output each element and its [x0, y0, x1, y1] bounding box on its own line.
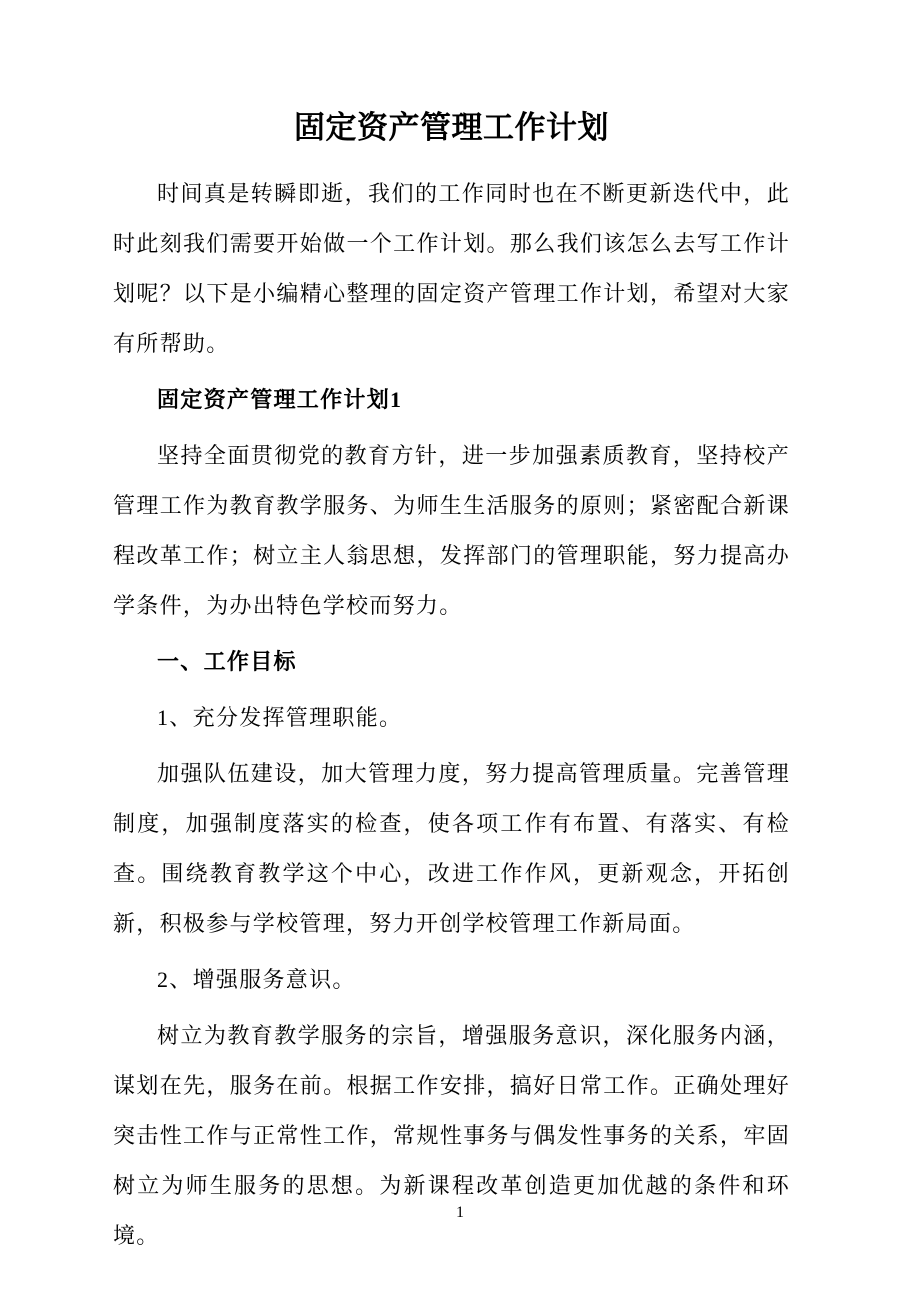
document-body: [113, 100, 790, 1267]
section-subtitle-plan-1: 固定资产管理工作计划1: [157, 387, 403, 412]
paragraph-guiding-principles: 坚持全面贯彻党的教育方针，进一步加强素质教育，坚持校产管理工作为教育教学服务、为师生生活服务的原则；紧密配合新课程改革工作；树立主人翁思想，发挥部门的管理职能，努力提高办学条件，为办出特色学校而努力。: [113, 443, 790, 618]
section-heading-work-goals: 一、工作目标: [157, 649, 297, 674]
document-title: 固定资产管理工作计划: [294, 110, 609, 145]
paragraph-item-1-title: 1、充分发挥管理职能。: [157, 705, 403, 730]
intro-paragraph: 时间真是转瞬即逝，我们的工作同时也在不断更新迭代中，此时此刻我们需要开始做一个工作计划。那么我们该怎么去写工作计划呢？以下是小编精心整理的固定资产管理工作计划，希望对大家有所帮助。: [113, 181, 790, 356]
paragraph-item-1-body: 加强队伍建设，加大管理力度，努力提高管理质量。完善管理制度，加强制度落实的检查，使各项工作有布置、有落实、有检查。围绕教育教学这个中心，改进工作作风，更新观念，开拓创新，积极参与学校管理，努力开创学校管理工作新局面。: [113, 761, 790, 936]
paragraph-item-2-title: 2、增强服务意识。: [157, 967, 356, 992]
paragraph-item-2-body: 树立为教育教学服务的宗旨，增强服务意识，深化服务内涵，谋划在先，服务在前。根据工作安排，搞好日常工作。正确处理好突击性工作与正常性工作，常规性事务与偶发性事务的关系，牢固树立为师生服务的思想。为新课程改革创造更加优越的条件和环境。: [113, 1023, 790, 1248]
page-number: 1: [456, 1204, 464, 1221]
